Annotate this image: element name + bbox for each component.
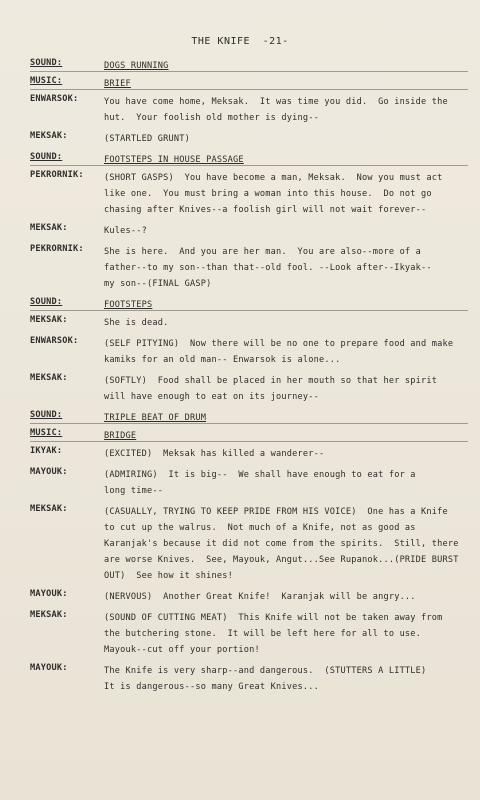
dialogue-text [104, 94, 472, 126]
speaker-label: MEKSAK: [30, 223, 68, 233]
text-line: FOOTSTEPS [104, 300, 153, 310]
cue-underline-rule [30, 423, 468, 424]
dialogue-text [104, 315, 472, 331]
text-line: are worse Knives. See, Mayouk, Angut...See Rupanok...(PRIDE BURST [104, 555, 459, 565]
text-line: (NERVOUS) Another Great Knife! Karanjak will be angry... [104, 592, 416, 602]
speaker-label: MAYOUK: [30, 663, 68, 673]
dialogue-text [104, 244, 472, 292]
dialogue-text [104, 446, 472, 462]
text-line: (STARTLED GRUNT) [104, 134, 190, 144]
text-line: She is dead. [104, 318, 169, 328]
text-line: It is dangerous--so many Great Knives... [104, 682, 319, 692]
text-line: OUT) See how it shines! [104, 571, 233, 581]
dialogue-text [104, 467, 472, 499]
text-line: Karanjak's because it did not come from the spirits. Still, there [104, 539, 459, 549]
text-line: chasing after Knives--a foolish girl will not wait forever-- [104, 205, 427, 215]
text-line: (SELF PITYING) Now there will be no one to prepare food and make [104, 339, 454, 349]
speaker-label: PEKRORNIK: [30, 244, 84, 254]
dialogue-text [104, 336, 472, 368]
speaker-label: MEKSAK: [30, 315, 68, 325]
speaker-label: ENWARSOK: [30, 94, 79, 104]
text-line: (ADMIRING) It is big-- We shall have enough to eat for a [104, 470, 416, 480]
text-line: like one. You must bring a woman into this house. Do not go [104, 189, 432, 199]
dialogue-text [104, 610, 472, 658]
text-line: the butchering stone. It will be left here for all to use. [104, 629, 422, 639]
text-line: Mayouk--cut off your portion! [104, 645, 260, 655]
text-line: my son--(FINAL GASP) [104, 279, 212, 289]
text-line: You have come home, Meksak. It was time you did. Go inside the [104, 97, 448, 107]
text-line: DOGS RUNNING [104, 61, 169, 71]
text-line: hut. Your foolish old mother is dying-- [104, 113, 319, 123]
speaker-label: SOUND: [30, 58, 63, 68]
speaker-label: MEKSAK: [30, 131, 68, 141]
dialogue-text [104, 663, 472, 695]
text-line: (EXCITED) Meksak has killed a wanderer-- [104, 449, 325, 459]
page-header [0, 36, 480, 47]
speaker-label: SOUND: [30, 152, 63, 162]
text-line: kamiks for an old man-- Enwarsok is alone... [104, 355, 341, 365]
text-line: (SOFTLY) Food shall be placed in her mouth so that her spirit [104, 376, 438, 386]
speaker-label: SOUND: [30, 410, 63, 420]
speaker-label: MAYOUK: [30, 467, 68, 477]
cue-underline-rule [30, 89, 468, 90]
speaker-label: MUSIC: [30, 428, 63, 438]
speaker-label: MAYOUK: [30, 589, 68, 599]
text-line: (CASUALLY, TRYING TO KEEP PRIDE FROM HIS VOICE) One has a Knife [104, 507, 448, 517]
text-line: will have enough to eat on its journey-- [104, 392, 319, 402]
cue-underline-rule [30, 71, 468, 72]
speaker-label: MEKSAK: [30, 373, 68, 383]
speaker-label: PEKRORNIK: [30, 170, 84, 180]
script-title: THE KNIFE [191, 36, 251, 47]
page-number: -21- [262, 36, 289, 47]
dialogue-text [104, 373, 472, 405]
text-line: BRIDGE [104, 431, 137, 441]
text-line: father--to my son--than that--old fool. --Look after--Ikyak-- [104, 263, 432, 273]
text-line: TRIPLE BEAT OF DRUM [104, 413, 207, 423]
text-line: BRIEF [104, 79, 131, 89]
speaker-label: ENWARSOK: [30, 336, 79, 346]
cue-underline-rule [30, 310, 468, 311]
speaker-label: MUSIC: [30, 76, 63, 86]
cue-underline-rule [30, 441, 468, 442]
text-line: long time-- [104, 486, 164, 496]
text-line: (SHORT GASPS) You have become a man, Meksak. Now you must act [104, 173, 443, 183]
dialogue-text [104, 223, 472, 239]
dialogue-text [104, 170, 472, 218]
dialogue-text [104, 589, 472, 605]
cue-underline-rule [30, 165, 468, 166]
dialogue-text [104, 131, 472, 147]
text-line: She is here. And you are her man. You are also--more of a [104, 247, 422, 257]
speaker-label: IKYAK: [30, 446, 63, 456]
speaker-label: MEKSAK: [30, 610, 68, 620]
text-line: Kules--? [104, 226, 147, 236]
speaker-label: MEKSAK: [30, 504, 68, 514]
speaker-label: SOUND: [30, 297, 63, 307]
dialogue-text [104, 504, 472, 584]
text-line: The Knife is very sharp--and dangerous. (STUTTERS A LITTLE) [104, 666, 427, 676]
text-line: (SOUND OF CUTTING MEAT) This Knife will not be taken away from [104, 613, 443, 623]
text-line: to cut up the walrus. Not much of a Knife, not as good as [104, 523, 416, 533]
text-line: FOOTSTEPS IN HOUSE PASSAGE [104, 155, 244, 165]
